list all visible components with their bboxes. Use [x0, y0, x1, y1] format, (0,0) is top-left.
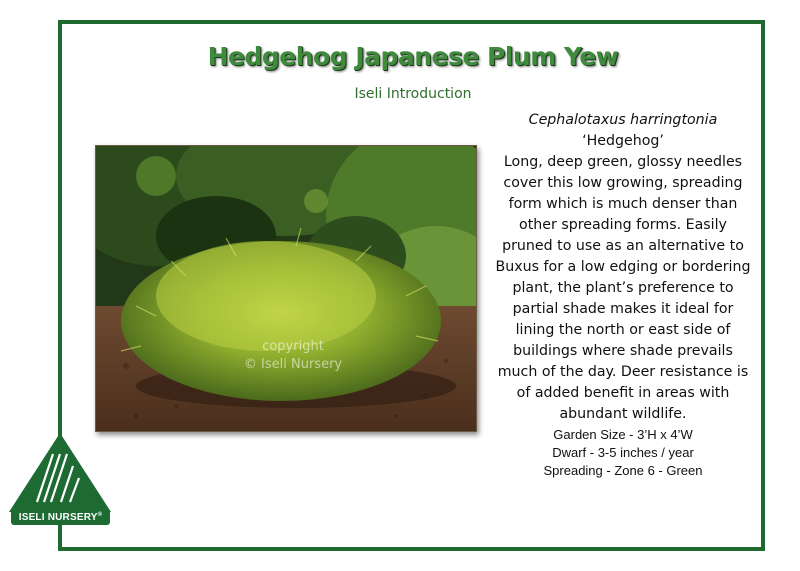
page-title: Hedgehog Japanese Plum Yew: [207, 42, 619, 71]
plant-description: [492, 110, 754, 425]
latin-name: Cephalotaxus harringtonia: [528, 112, 718, 128]
page-subtitle: Iseli Introduction: [354, 86, 472, 102]
copyright-watermark: [223, 338, 363, 374]
description-text: Long, deep green, glossy needles cover this low growing, spreading form which is much denser than other spreading forms. Easily pruned to use as an alternative to Buxus for a low edging or bordering plant, the plant’s preference to partial shade makes it ideal for lining the north or east side of buildings where shade prevails much of the day. Deer resistance is of added benefit in areas with abundant wildlife.: [495, 154, 751, 422]
logo-text: [9, 512, 112, 523]
plant-photo: [95, 145, 477, 432]
form-zone: Spreading - Zone 6 - Green: [543, 463, 703, 478]
iseli-nursery-logo: [9, 432, 112, 526]
watermark-line-1: copyright: [262, 339, 324, 354]
watermark-line-2: © Iseli Nursery: [243, 357, 343, 372]
growth-rate: Dwarf - 3-5 inches / year: [552, 445, 694, 460]
cultivar-name: ‘Hedgehog’: [582, 133, 664, 149]
plant-specs: [492, 426, 754, 480]
registered-mark: ®: [97, 512, 103, 518]
logo-name: ISELI NURSERY: [18, 512, 98, 523]
garden-size: Garden Size - 3’H x 4’W: [553, 427, 693, 442]
